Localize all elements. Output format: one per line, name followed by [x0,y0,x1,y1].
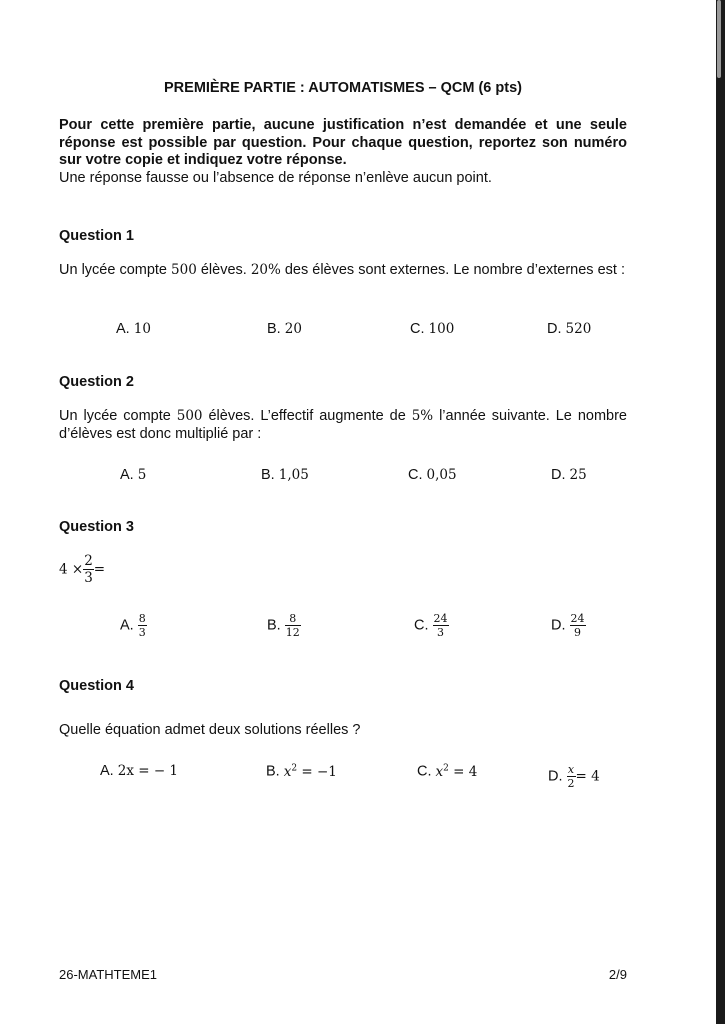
equation-rest: = −1 [297,763,337,780]
fraction-numerator: x [567,763,575,776]
question-1-stem [59,262,627,280]
scrollbar-thumb[interactable] [717,0,721,78]
stem-text: Un lycée compte [59,262,172,278]
instructions-bold: Pour cette première partie, aucune justification n’est demandée et une seule réponse est possible par question. Pour chaque question, reportez son numéro sur votre copie et indiquez votre réponse. [59,117,627,168]
q2-option-c[interactable] [408,467,457,483]
q1-option-d[interactable] [547,321,591,337]
option-letter: C. [410,321,425,337]
q2-option-d[interactable] [551,467,587,483]
fraction-denominator: 12 [285,626,300,639]
stem-text: l’année suivante. Le nombre d’élèves est donc multiplié par : [59,408,627,442]
stem-text: des élèves sont externes. Le nombre d’externes est : [280,262,625,278]
equation-exponent: 2 [443,763,449,773]
option-letter: A. [100,763,114,779]
document-code: 26-MATHTEME1 [59,967,157,982]
question-3-options [59,612,627,652]
q2-option-a[interactable] [120,467,146,483]
question-3-expression [59,553,627,586]
option-letter: D. [551,467,566,483]
option-letter: D. [548,768,563,785]
option-value: 520 [565,321,592,337]
option-value: 10 [133,321,151,337]
stem-text: élèves. [196,262,251,278]
q1-option-b[interactable] [267,321,302,337]
q4-option-c[interactable] [417,763,477,780]
section-title: PREMIÈRE PARTIE : AUTOMATISMES – QCM (6 pts) [164,80,522,96]
q1-option-c[interactable] [410,321,454,337]
expr-fraction [83,553,94,586]
option-fraction [285,612,301,639]
question-4-title: Question 4 [59,678,134,694]
equation-exponent: 2 [291,763,298,773]
q4-option-d[interactable] [548,763,600,790]
option-letter: A. [120,467,134,483]
option-letter: A. [116,321,130,337]
option-letter: D. [551,617,566,634]
option-fraction [433,612,449,639]
question-2-stem [59,408,627,443]
stem-number: 500 [171,262,197,278]
question-4-stem: Quelle équation admet deux solutions réelles ? [59,722,361,738]
fraction-denominator: 9 [574,626,582,639]
option-equation [436,764,478,780]
option-value: 100 [428,321,455,337]
instructions [59,117,627,187]
option-letter: B. [267,321,281,337]
option-letter: C. [414,617,429,634]
question-3-title: Question 3 [59,519,134,535]
option-letter: A. [120,617,134,634]
fraction-denominator: 3 [138,626,146,639]
option-value: 25 [569,467,587,483]
fraction-denominator: 3 [437,626,445,639]
fraction-numerator: 24 [433,612,448,625]
option-letter: B. [267,617,281,634]
q3-option-d[interactable] [551,612,586,639]
option-letter: B. [261,467,275,483]
equation-rest: = 4 [575,768,600,785]
fraction-numerator: 8 [138,612,146,625]
q3-option-a[interactable] [120,612,147,639]
page-number: 2/9 [608,967,627,982]
q3-option-b[interactable] [267,612,301,639]
option-letter: C. [417,763,432,780]
option-equation: 2x = − 1 [117,763,179,779]
instructions-normal: Une réponse fausse ou l’absence de réponse n’enlève aucun point. [59,169,492,186]
option-letter: C. [408,467,423,483]
question-1-options [59,321,627,361]
option-fraction [567,763,576,790]
stem-number: 500 [176,408,203,424]
option-value: 20 [284,321,302,337]
option-value: 0,05 [426,467,457,483]
option-letter: D. [547,321,562,337]
option-fraction [138,612,147,639]
equation-rest: = 4 [448,763,478,780]
q4-option-b[interactable] [266,763,337,780]
equation-variable: x [283,763,292,780]
stem-number: 5% [411,408,434,424]
q3-option-c[interactable] [414,612,449,639]
fraction-numerator: 8 [285,612,301,626]
stem-text: Un lycée compte [59,408,177,424]
scrollbar[interactable] [716,0,725,1024]
fraction-numerator: 24 [570,612,585,625]
q2-option-b[interactable] [261,467,309,483]
option-letter: B. [266,763,280,780]
option-value: 5 [137,467,147,483]
fraction-numerator: 2 [84,553,93,569]
option-value: 1,05 [278,467,309,483]
expr-equals: = [93,561,106,578]
stem-number: 20% [250,262,281,278]
equation-variable: x [435,763,444,780]
question-2-title: Question 2 [59,374,134,390]
stem-text: élèves. L’effectif augmente de [202,408,412,424]
question-4-options [59,763,627,803]
option-fraction [570,612,586,639]
option-equation [284,764,337,780]
q4-option-a[interactable] [100,763,178,779]
question-2-options [59,467,627,507]
q1-option-a[interactable] [116,321,151,337]
question-1-title: Question 1 [59,228,134,244]
fraction-denominator: 2 [567,777,575,790]
expr-prefix: 4 × [59,561,84,578]
fraction-denominator: 3 [84,570,93,586]
